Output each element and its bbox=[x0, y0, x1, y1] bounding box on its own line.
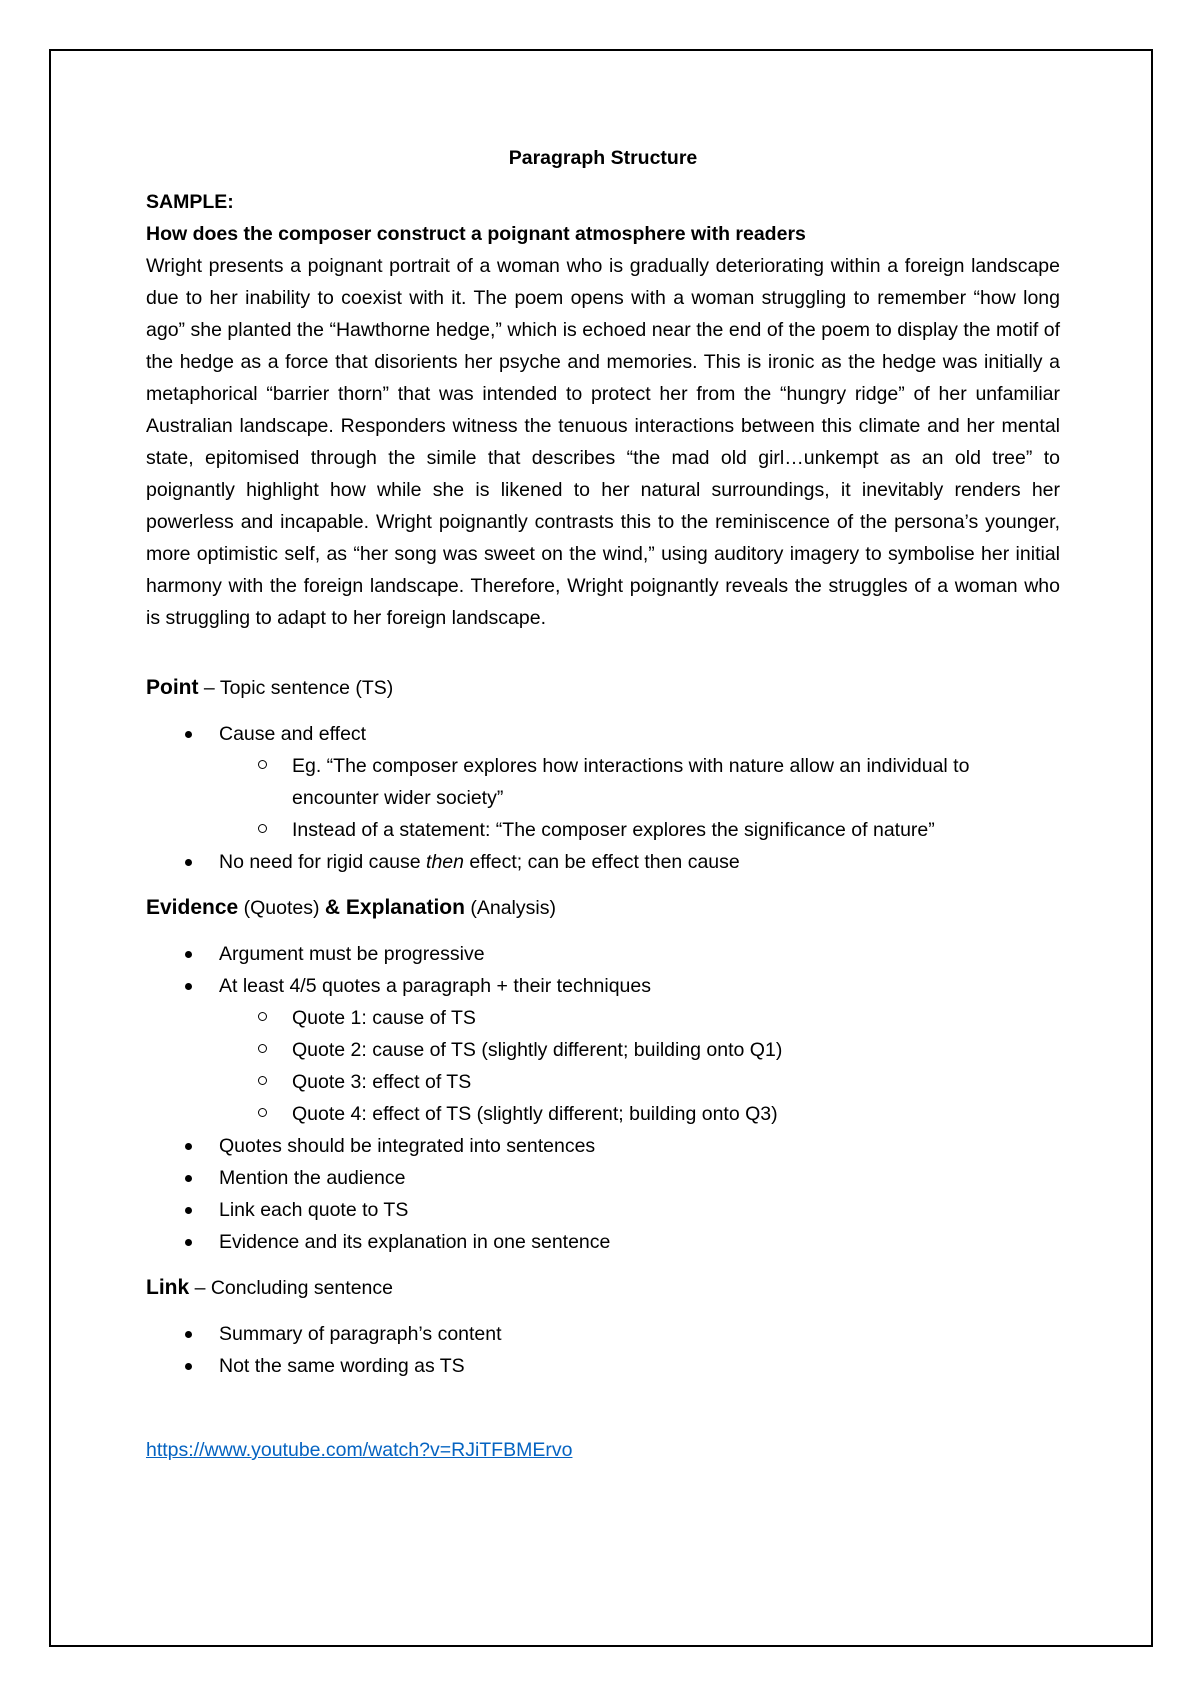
bullet-text-pre: No need for rigid cause bbox=[219, 851, 427, 873]
bullet-text: Argument must be progressive bbox=[219, 943, 485, 965]
sub-list-item bbox=[292, 814, 1060, 846]
list-item bbox=[146, 1130, 1060, 1162]
sample-paragraph: Wright presents a poignant portrait of a woman who is gradually deteriorating within a foreign landscape due to her inability to coexist with it. The poem opens with a woman struggling to remember “how long ago” she planted the “Hawthorne hedge,” which is echoed near the end of the poem to display the motif of the hedge as a force that disorients her psyche and memories. This is ironic as the hedge was initially a metaphorical “barrier thorn” that was intended to protect her from the “hungry ridge” of her unfamiliar Australian landscape. Responders witness the tenuous interactions between this climate and her mental state, epitomised through the simile that describes “the mad old girl…unkempt as an old tree” to poignantly highlight how while she is likened to her natural surroundings, it inevitably renders her powerless and incapable. Wright poignantly contrasts this to the reminiscence of the persona’s younger, more optimistic self, as “her song was sweet on the wind,” using auditory imagery to symbolise her initial harmony with the foreign landscape. Therefore, Wright poignantly reveals the struggles of a woman who is struggling to adapt to her foreign landscape. bbox=[146, 255, 1060, 629]
bullet-text: Cause and effect bbox=[219, 723, 367, 745]
quote-sub-bullets bbox=[292, 1002, 1060, 1130]
list-item bbox=[146, 1194, 1060, 1226]
document-title: Paragraph Structure bbox=[508, 147, 698, 169]
list-item bbox=[146, 1350, 1060, 1382]
document-body bbox=[146, 142, 1060, 1486]
list-item bbox=[146, 1162, 1060, 1194]
list-item bbox=[146, 718, 1060, 846]
sample-label: SAMPLE: bbox=[146, 191, 234, 213]
sub-bullet-text: Quote 3: effect of TS bbox=[292, 1071, 472, 1093]
sub-list-item bbox=[292, 750, 1060, 814]
bullet-text: Mention the audience bbox=[219, 1167, 406, 1189]
point-heading-desc: – Topic sentence (TS) bbox=[198, 677, 394, 699]
sub-bullet-text: Instead of a statement: “The composer explores the significance of nature” bbox=[292, 819, 935, 841]
list-item bbox=[146, 970, 1060, 1130]
link-heading-desc: – Concluding sentence bbox=[189, 1277, 393, 1299]
youtube-link[interactable]: https://www.youtube.com/watch?v=RJiTFBMErvo bbox=[146, 1439, 573, 1461]
explanation-heading-desc: (Analysis) bbox=[464, 897, 556, 919]
bullet-text: Quotes should be integrated into sentences bbox=[219, 1135, 596, 1157]
point-bullets bbox=[146, 718, 1060, 878]
list-item bbox=[146, 846, 1060, 878]
link-bullets bbox=[146, 1318, 1060, 1382]
sub-bullet-text: Quote 2: cause of TS (slightly different; building onto Q1) bbox=[292, 1039, 783, 1061]
bullet-text: Summary of paragraph’s content bbox=[219, 1323, 502, 1345]
sub-bullet-text: Quote 1: cause of TS bbox=[292, 1007, 476, 1029]
list-item bbox=[146, 938, 1060, 970]
url-line bbox=[146, 1434, 1060, 1466]
point-heading-label: Point bbox=[146, 676, 199, 699]
list-item bbox=[146, 1226, 1060, 1258]
link-heading bbox=[146, 1272, 1060, 1304]
sub-list-item bbox=[292, 1066, 1060, 1098]
sub-list-item bbox=[292, 1002, 1060, 1034]
bullet-text: Not the same wording as TS bbox=[219, 1355, 465, 1377]
bullet-text: Evidence and its explanation in one sentence bbox=[219, 1231, 611, 1253]
evidence-heading bbox=[146, 892, 1060, 924]
point-sub-bullets bbox=[292, 750, 1060, 846]
sub-list-item bbox=[292, 1098, 1060, 1130]
sub-bullet-text: Eg. “The composer explores how interactions with nature allow an individual to encounter wider society” bbox=[292, 755, 970, 809]
point-heading bbox=[146, 672, 1060, 704]
evidence-bullets bbox=[146, 938, 1060, 1258]
bullet-text-emphasis: then bbox=[426, 851, 464, 873]
evidence-heading-desc: (Quotes) bbox=[238, 897, 325, 919]
explanation-heading-label: Explanation bbox=[340, 896, 465, 919]
link-heading-label: Link bbox=[146, 1276, 190, 1299]
bullet-text: Link each quote to TS bbox=[219, 1199, 409, 1221]
list-item bbox=[146, 1318, 1060, 1350]
bullet-text-post: effect; can be effect then cause bbox=[464, 851, 740, 873]
sub-bullet-text: Quote 4: effect of TS (slightly different; building onto Q3) bbox=[292, 1103, 778, 1125]
sample-question: How does the composer construct a poignant atmosphere with readers bbox=[146, 223, 806, 245]
ampersand: & bbox=[324, 896, 341, 919]
sub-list-item bbox=[292, 1034, 1060, 1066]
bullet-text: At least 4/5 quotes a paragraph + their techniques bbox=[219, 975, 651, 997]
evidence-heading-label: Evidence bbox=[146, 896, 239, 919]
